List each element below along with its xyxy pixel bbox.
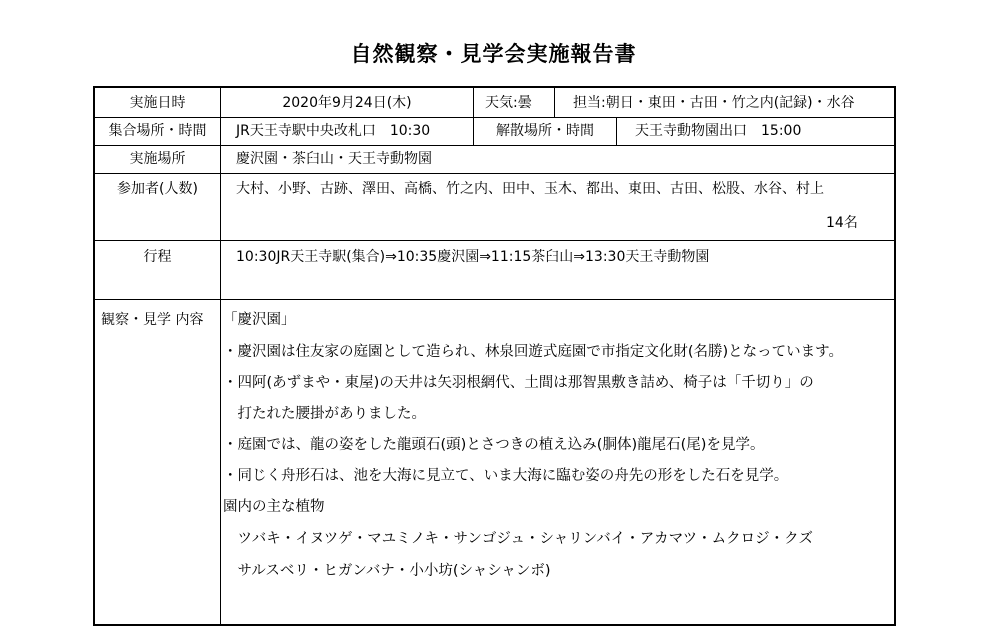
participants-value: 大村、小野、古跡、澤田、高橋、竹之内、田中、玉木、都出、東田、古田、松股、水谷、村上 — [236, 181, 824, 197]
observation-line: 「慶沢園」 — [223, 312, 296, 328]
row-divider — [95, 145, 894, 146]
dismissal-label: 解散場所・時間 — [496, 123, 594, 139]
plants-heading: 園内の主な植物 — [223, 499, 325, 515]
participants-label: 参加者(人数) — [117, 181, 198, 197]
venue-label: 実施場所 — [129, 151, 186, 167]
venue-value: 慶沢園・茶臼山・天王寺動物園 — [236, 151, 432, 167]
participants-count: 14名 — [826, 215, 858, 231]
itinerary-label: 行程 — [143, 249, 172, 265]
observation-line: ・同じく舟形石は、池を大海に見立て、いま大海に臨む姿の舟先の形をした石を見学。 — [223, 468, 789, 484]
weather-value: 天気:曇 — [485, 95, 532, 111]
column-divider — [554, 88, 555, 117]
report-form — [93, 86, 896, 626]
itinerary-value: 10:30JR天王寺駅(集合)⇒10:35慶沢園⇒11:15茶臼山⇒13:30天王寺動物園 — [236, 249, 710, 265]
row-divider — [95, 240, 894, 241]
staff-value: 担当:朝日・東田・古田・竹之内(記録)・水谷 — [573, 95, 855, 111]
observation-line: 打たれた腰掛がありました。 — [223, 406, 426, 422]
label-column-divider — [220, 88, 221, 624]
dismissal-value: 天王寺動物園出口 15:00 — [635, 123, 802, 139]
observation-line: ・四阿(あずまや・東屋)の天井は矢羽根網代、土間は那智黒敷き詰め、椅子は「千切り」の — [223, 375, 814, 391]
observation-label: 観察・見学 内容 — [101, 312, 204, 328]
document-title: 自然観察・見学会実施報告書 — [350, 42, 637, 66]
plant-list-line: ツバキ・イヌツゲ・マユミノキ・サンゴジュ・シャリンバイ・アカマツ・ムクロジ・クズ — [223, 531, 814, 547]
row-divider — [95, 299, 894, 300]
observation-line: ・慶沢園は住友家の庭園として造られ、林泉回遊式庭園で市指定文化財(名勝)となっています。 — [223, 344, 844, 360]
date-value: 2020年9月24日(木) — [282, 95, 412, 111]
row-divider — [95, 117, 894, 118]
plant-list-line: サルスベリ・ヒガンバナ・小小坊(シャシャンボ) — [223, 563, 551, 579]
date-label: 実施日時 — [129, 95, 186, 111]
meeting-label: 集合場所・時間 — [108, 123, 207, 139]
column-divider — [616, 117, 617, 145]
meeting-value: JR天王寺駅中央改札口 10:30 — [236, 123, 431, 139]
row-divider — [95, 173, 894, 174]
observation-line: ・庭園では、龍の姿をした龍頭石(頭)とさつきの植え込み(胴体)龍尾石(尾)を見学。 — [223, 437, 765, 453]
